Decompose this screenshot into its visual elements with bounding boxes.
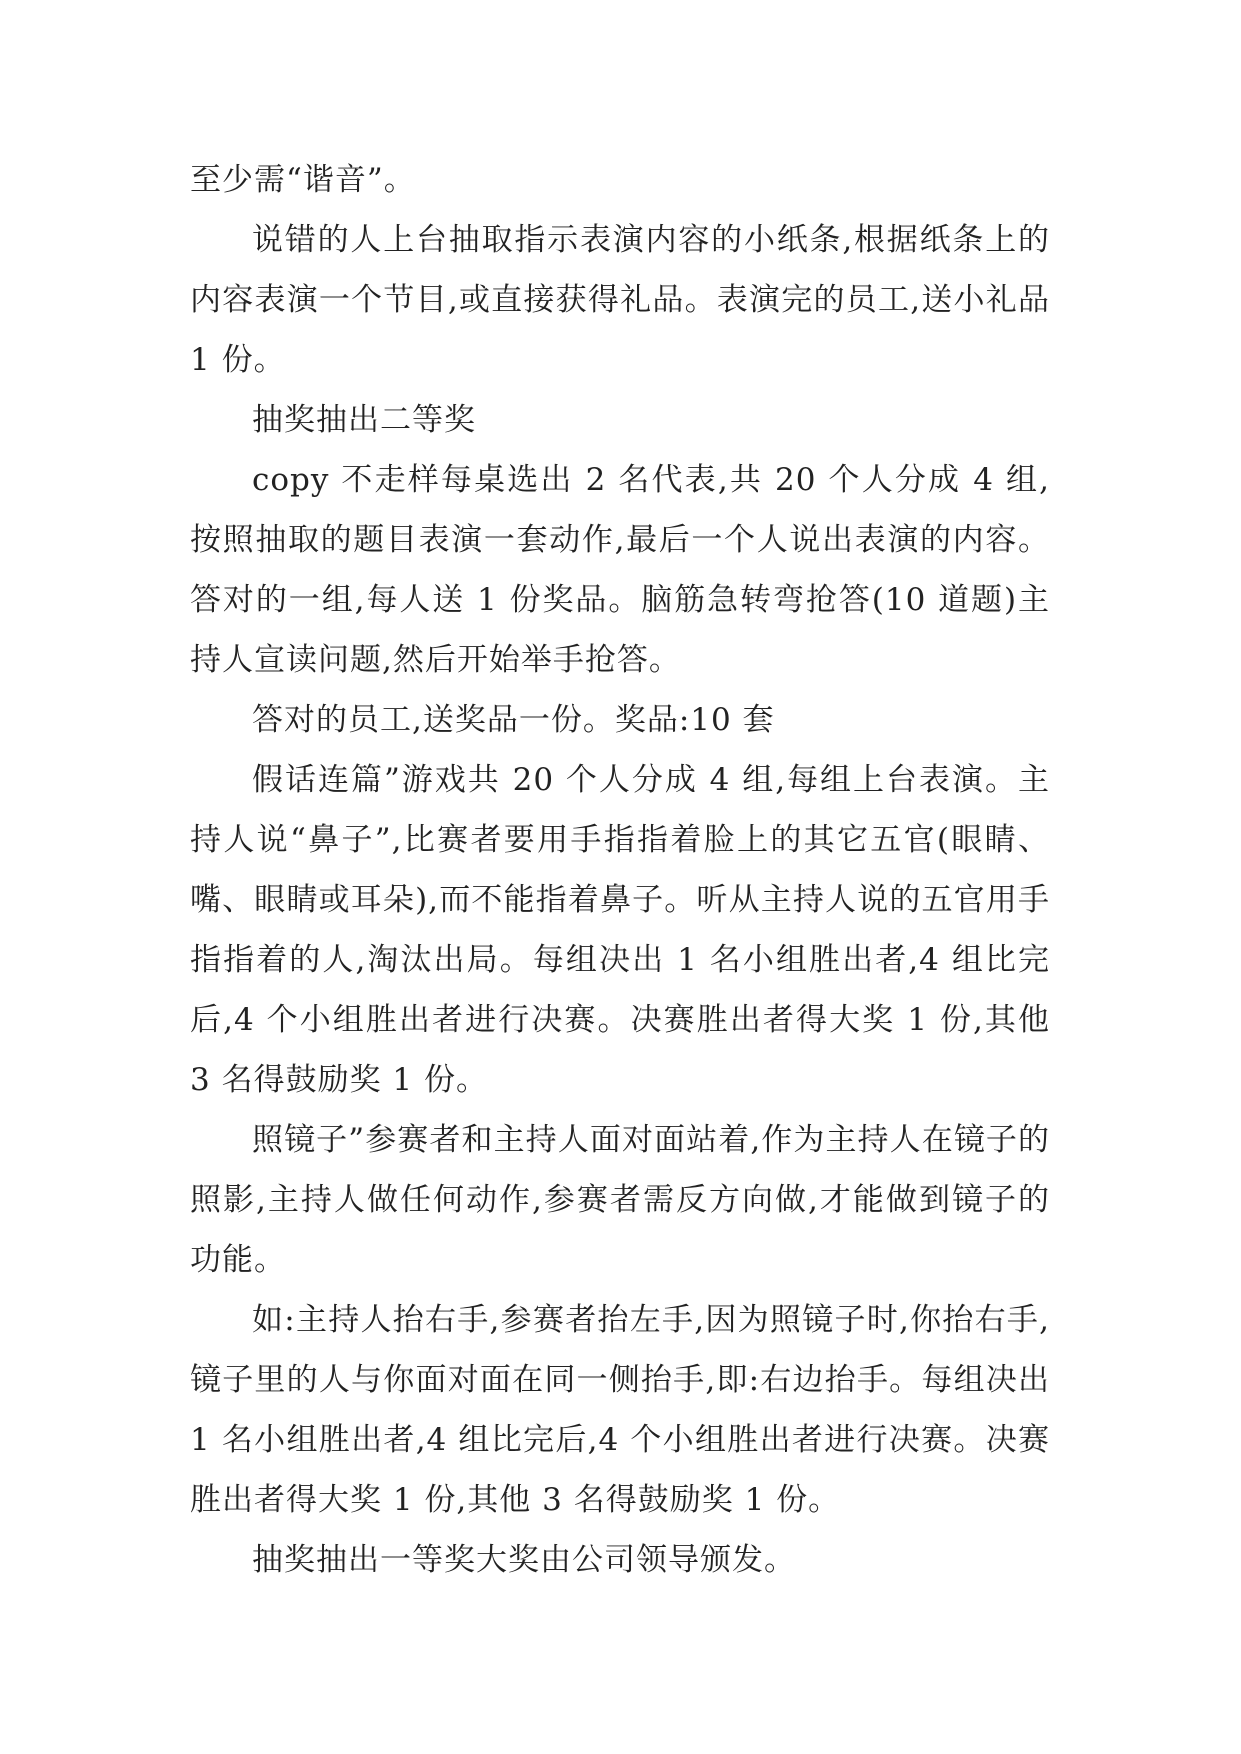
paragraph-8: 如:主持人抬右手,参赛者抬左手,因为照镜子时,你抬右手,镜子里的人与你面对面在同一侧抬手,即:右边抬手。每组决出 1 名小组胜出者,4 组比完后,4 个小组胜出者进行决赛。决赛胜出者得大奖 1 份,其他 3 名得鼓励奖 1 份。	[190, 1302, 1050, 1518]
paragraph-3: 抽奖抽出二等奖	[252, 402, 476, 438]
paragraph-4: copy 不走样每桌选出 2 名代表,共 20 个人分成 4 组,按照抽取的题目表演一套动作,最后一个人说出表演的内容。答对的一组,每人送 1 份奖品。脑筋急转弯抢答(10 道题)主持人宣读问题,然后开始举手抢答。	[190, 462, 1050, 678]
paragraph-9: 抽奖抽出一等奖大奖由公司领导颁发。	[252, 1542, 796, 1578]
paragraph-2: 说错的人上台抽取指示表演内容的小纸条,根据纸条上的内容表演一个节目,或直接获得礼品。表演完的员工,送小礼品 1 份。	[190, 222, 1050, 378]
paragraph-1: 至少需“谐音”。	[190, 162, 416, 198]
document-page	[190, 150, 1050, 1590]
paragraph-6: 假话连篇”游戏共 20 个人分成 4 组,每组上台表演。主持人说“鼻子”,比赛者要用手指指着脸上的其它五官(眼睛、嘴、眼睛或耳朵),而不能指着鼻子。听从主持人说的五官用手指指着的人,淘汰出局。每组决出 1 名小组胜出者,4 组比完后,4 个小组胜出者进行决赛。决赛胜出者得大奖 1 份,其他 3 名得鼓励奖 1 份。	[190, 762, 1050, 1098]
paragraph-7: 照镜子”参赛者和主持人面对面站着,作为主持人在镜子的照影,主持人做任何动作,参赛者需反方向做,才能做到镜子的功能。	[190, 1122, 1050, 1278]
paragraph-5: 答对的员工,送奖品一份。奖品:10 套	[252, 702, 775, 738]
